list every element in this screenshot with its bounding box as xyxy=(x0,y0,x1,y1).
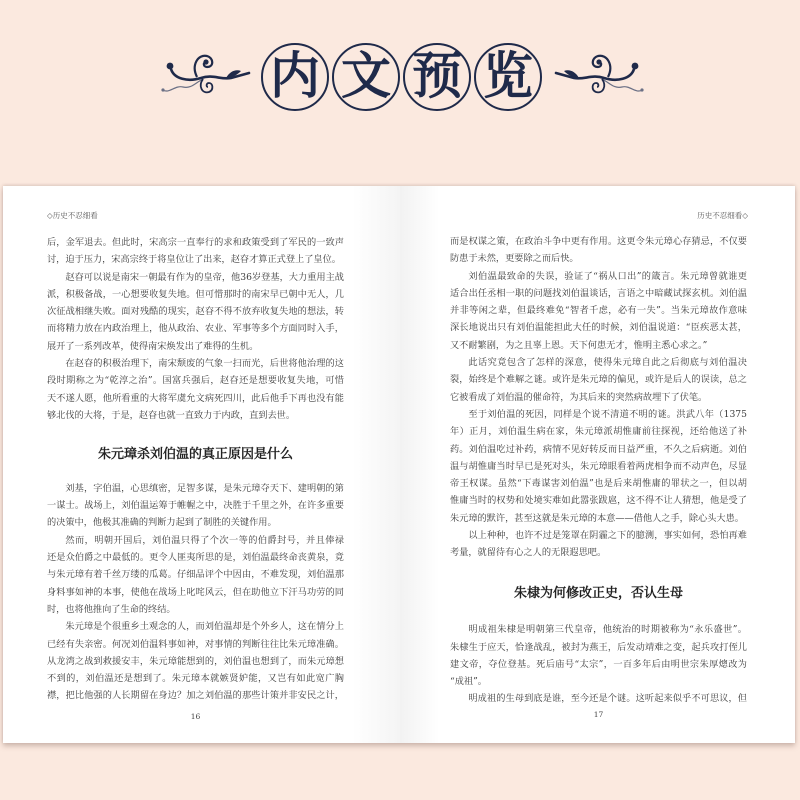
text-line: 至于刘伯温的死因，同样是个说不清道不明的谜。洪武八年（1375 xyxy=(468,408,747,420)
text-line: 后，金军退去。但此时，宋高宗一直奉行的求和政策受到了军民的一致声 xyxy=(47,237,344,248)
text-line: 朱元璋的默许，甚至这就是朱元璋的本意——借他人之手，除心头大患。 xyxy=(450,512,744,524)
text-line: 还是众伯爵之中最低的。更令人匪夷所思的是，刘伯温最终命丧黄泉，竟 xyxy=(47,552,344,564)
text-line: 已经有失亲密。何况刘伯温料事如神，对事情的判断往往比朱元璋准确。 xyxy=(47,638,344,650)
title-char-circle xyxy=(261,43,329,111)
text-line: 而是权谋之策，在政治斗争中更有作用。这更令朱元璋心存猜忌，不仅要 xyxy=(450,236,747,247)
text-line: 明成祖的生母到底是谁，至今还是个谜。这听起来似乎不可思议，但 xyxy=(468,693,747,705)
text-line: 朱棣生于应天，恰逢战乱，被封为燕王，后发动靖难之变，起兵攻打侄儿 xyxy=(450,641,747,653)
body-text xyxy=(450,233,747,708)
text-line: 讨，迫于压力，宋高宗终于将皇位让了出来，赵昚才算正式登上了皇位。 xyxy=(47,254,341,266)
text-line: 赵昚可以说是南宋一朝最有作为的皇帝，他36岁登基，大力重用主战 xyxy=(65,271,344,283)
text-line: 够北伐的大将，于是，赵昚也就一直致力于内政，直到去世。 xyxy=(47,409,296,421)
text-line: 展开了一系列改革，使得南宋焕发出了难得的生机。 xyxy=(47,340,259,352)
text-line: 帝王权谋。虽然“下毒谋害刘伯温”也是后来胡惟庸的罪状之一，但以胡 xyxy=(450,478,747,490)
title-char: 文 xyxy=(341,46,391,105)
title-char: 内 xyxy=(270,46,320,105)
text-line: 段时期称之为“乾淳之治”。国富兵强后，赵昚还是想要收复失地，可惜 xyxy=(47,375,344,387)
title-char: 预 xyxy=(412,46,462,105)
title-char: 览 xyxy=(483,46,533,105)
running-header: ◇历史不忍细看 xyxy=(47,211,98,220)
right-page xyxy=(400,186,795,743)
text-line: 明成祖朱棣是明朝第三代皇帝，他统治的时期被称为“永乐盛世”。 xyxy=(468,624,747,636)
text-line: 建文帝，夺位登基。死后庙号“太宗”，一百多年后由明世宗朱厚熜改为 xyxy=(450,658,747,670)
text-line: 温与胡惟庸当时早已是死对头，朱元璋眼看着两虎相争而不动声色，尽显 xyxy=(450,460,747,472)
text-line: 与朱元璋有着千丝万缕的瓜葛。仔细品评个中因由，不难发现，刘伯温那 xyxy=(47,569,344,581)
text-line: 的决策中，他极其准确的判断力起到了制胜的关键作用。 xyxy=(47,517,277,529)
title-char-circle xyxy=(403,43,471,111)
title-char-circle xyxy=(474,43,542,111)
text-line: 药。刘伯温吃过补药，病情不见好转反而日益严重，不久之后病逝。刘伯 xyxy=(450,443,747,455)
section-heading: 朱元璋杀刘伯温的真正原因是什么 xyxy=(97,446,293,462)
text-line: 在赵昚的积极治理下，南宋颓废的气象一扫而光，后世将他治理的这 xyxy=(65,358,344,370)
section-heading: 朱棣为何修改正史，否认生母 xyxy=(513,585,683,601)
text-line: 身料事如神的本事，使他在战场上叱咤风云，但在助他立下汗马功劳的同 xyxy=(47,586,344,598)
text-line: 襟，把比他强的人长期留在身边？加之刘伯温的那些计策并非安民之计， xyxy=(47,690,344,702)
text-line: 适合出任丞相一职的问题找刘伯温谈话，言语之中暗藏试探玄机。刘伯温 xyxy=(450,287,747,299)
text-line: 然而，明朝开国后，刘伯温只得了个次一等的伯爵封号，并且俸禄 xyxy=(65,534,344,546)
text-line: 而将精力放在内政治理上，他从政治、农业、军事等多个方面同时入手， xyxy=(47,323,344,335)
page-number: 16 xyxy=(190,712,201,721)
text-line: 深长地说出只有刘伯温能担此大任的时候，刘伯温说道：“臣疾恶太甚， xyxy=(450,322,747,334)
swirl-ornament-icon xyxy=(160,50,252,98)
text-line: 此话究竟包含了怎样的深意，使得朱元璋自此之后彻底与刘伯温决 xyxy=(468,357,747,369)
text-line: 又不耐繁剧，为之且辜上恩。天下何患无才，惟明主悉心求之。” xyxy=(450,339,708,351)
text-line: 派，积极备战，一心想要收复失地。但可惜那时的南宋早已朝中无人，几 xyxy=(47,288,344,300)
text-line: 裂，始终是个难解之谜。或许是朱元璋的偏见，或许是后人的误读，总之 xyxy=(450,374,747,386)
page-number: 17 xyxy=(593,710,604,719)
text-line: 它被看成了刘伯温的催命符，为其后来的突然病故埋下了伏笔。 xyxy=(450,391,708,403)
text-line: 时，也将他推向了生命的终结。 xyxy=(47,603,176,615)
running-header: 历史不忍细看◇ xyxy=(697,211,748,220)
text-line: 惟庸当时的权势和处境实难如此嚣张跋扈，这不得不让人猜想，他是受了 xyxy=(450,495,747,507)
book-spread xyxy=(3,186,795,743)
left-page xyxy=(3,186,400,743)
swirl-ornament-icon xyxy=(553,50,645,98)
text-line: 年）正月，刘伯温生病在家，朱元璋派胡惟庸前往探视，还给他送了补 xyxy=(450,426,747,438)
text-line: 并非等闲之辈，但最终难免“智者千虑，必有一失”。当朱元璋故作意味 xyxy=(450,305,747,317)
body-text xyxy=(47,234,344,705)
text-line: 天不遂人愿，他所看重的大将军虞允文病死四川，此后他手下再也没有能 xyxy=(47,392,344,404)
text-line: 考量，就留待有心之人的无限遐思吧。 xyxy=(450,547,607,559)
title-char-circle xyxy=(332,43,400,111)
text-line: “成祖”。 xyxy=(450,676,487,688)
text-line: 刘基，字伯温，心思缜密，足智多谋，是朱元璋夺天下、建明朝的第 xyxy=(65,482,344,494)
text-line: 不到的，刘伯温还是想到了。朱元璋本就嫉贤妒能，又岂有如此宽广胸 xyxy=(47,673,344,685)
text-line: 朱元璋是个很重乡土观念的人，而刘伯温却是个外乡人，这在情分上 xyxy=(65,621,344,633)
text-line: 从龙湾之战到救援安丰，朱元璋能想到的，刘伯温也想到了，而朱元璋想 xyxy=(47,655,344,667)
text-line: 一谋士。战场上，刘伯温运筹于帷幄之中，决胜于千里之外，在许多重要 xyxy=(47,500,344,512)
text-line: 防患于未然，更要除之而后快。 xyxy=(450,253,579,265)
text-line: 次征战相继失败。面对残酷的现实，赵昚不得不放弃收复失地的想法，转 xyxy=(47,306,344,318)
preview-banner xyxy=(0,0,800,170)
text-line: 刘伯温最致命的失误，验证了“祸从口出”的箴言。朱元璋曾就谁更 xyxy=(468,270,747,282)
text-line: 以上种种，也许不过是笼罩在阴霾之下的臆测，事实如何，恐怕再难 xyxy=(468,530,747,542)
